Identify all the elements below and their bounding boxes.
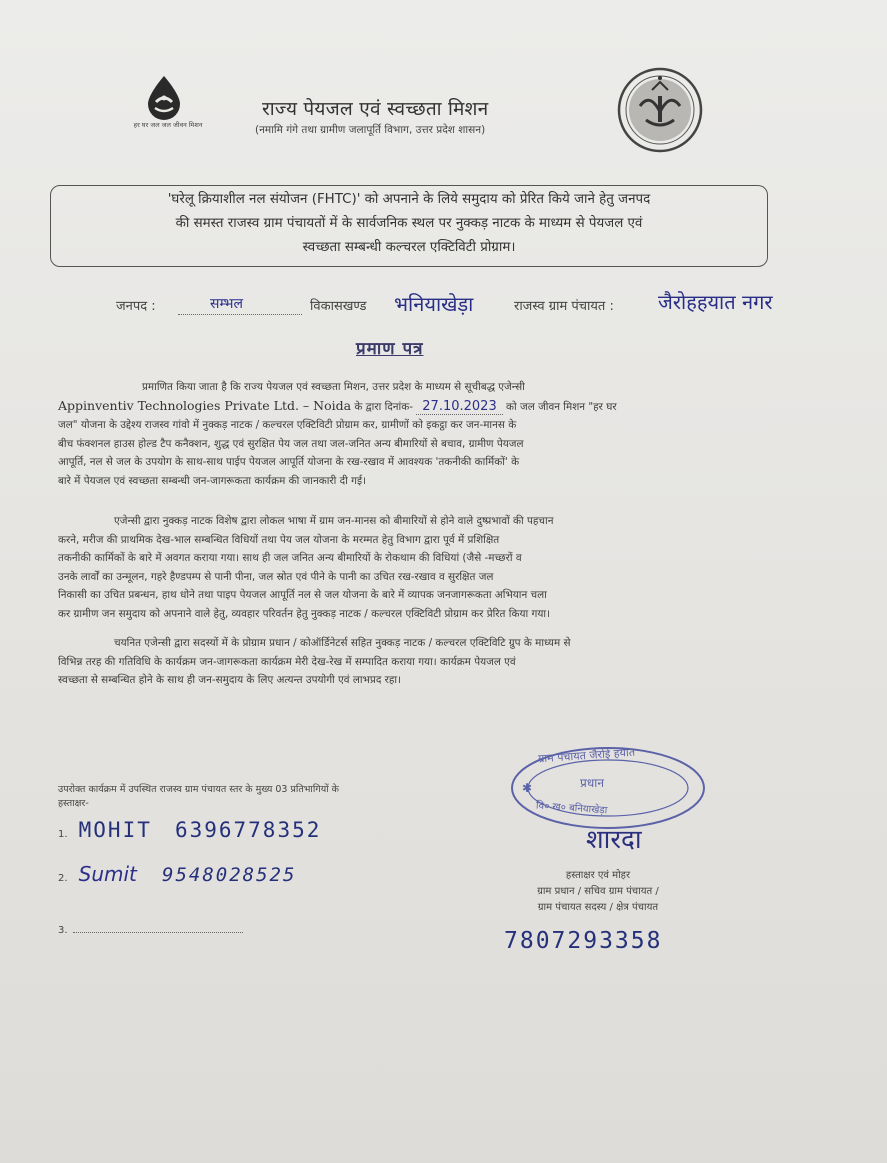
- block-value: भनियाखेड़ा: [394, 292, 474, 316]
- program-description-box: [50, 185, 768, 267]
- attendees-intro: [58, 783, 458, 811]
- attendee-number: 2.: [58, 873, 68, 884]
- district-value: सम्भल: [210, 296, 243, 312]
- para2-line-1: एजेन्सी द्वारा नुक्कड़ नाटक विशेष द्वारा लोकल भाषा में ग्राम जन-मानस को बीमारियों से होने वाले दुष्प्रभावों की पहचान: [114, 515, 554, 527]
- para3-line-2: विभिन्न तरह की गतिविधि के कार्यक्रम जन-जागरूकता कार्यक्रम मेरी देख-रेख में सम्पादित कराया गया। कार्यक्रम पेयजल एवं: [58, 655, 516, 668]
- mission-title: राज्य पेयजल एवं स्वच्छता मिशन: [262, 98, 489, 120]
- program-line-1: 'घरेलू क्रियाशील नल संयोजन (FHTC)' को अपनाने के लिये समुदाय को प्रेरित किये जाने हेतु जनपद: [167, 192, 651, 207]
- program-line-2: की समस्त राजस्व ग्राम पंचायतों में के सार्वजनिक स्थल पर नुक्कड़ नाटक के माध्यम से पेयजल एवं: [175, 216, 643, 231]
- para2-line-3: तकनीकी कार्मिकों के बारे में अवगत कराया गया। साथ ही जल जनित अन्य बीमारियों के रोकथाम की विधियां (जैसे -मच्छरों व: [58, 552, 522, 564]
- para1-line-3: जल" योजना के उद्देश्य राजस्व गांवो में नुक्कड़ नाटक / कल्चरल एक्टिविटी प्रोग्राम कर, ग्रामीणों को इकट्ठा कर जन-मानस के: [58, 419, 517, 431]
- attendee-row: [58, 918, 248, 937]
- stamp-line-1: ग्राम पंचायत जैरोई हयात: [537, 745, 636, 766]
- stamp-line-2: प्रधान: [580, 776, 604, 790]
- para1-line-2-end: को जल जीवन मिशन "हर घर: [506, 400, 617, 413]
- jal-jeevan-mission-logo: [132, 74, 204, 152]
- para3-line-1: चयनित एजेन्सी द्वारा सदस्यों में के प्रोग्राम प्रधान / कोऑर्डिनेटर्स सहित नुक्कड़ नाटक / कल्चरल एक्टिविटि ग्रुप के माध्यम से: [114, 637, 571, 649]
- attendee-name: Sumit: [78, 862, 137, 886]
- para2-line-4: उनके लार्वों का उन्मूलन, गहरे हैण्डपम्प से पानी पीना, जल स्रोत एवं पीने के पानी का उचित रख-रखाव व सुरक्षित जल: [58, 570, 494, 583]
- para1-line-6: बारे में पेयजल एवं स्वच्छता सम्बन्धी जन-जागरूकता कार्यक्रम की जानकारी दी गई।: [58, 474, 367, 487]
- para1-line-4: बीच फंक्शनल हाउस होल्ड टैप कनैक्शन, शुद्ध एवं सुरक्षित पेय जल तथा जल-जनित अन्य बीमारियों से बचाव, ग्रामीण पेयजल: [58, 437, 524, 450]
- para3-line-3: स्वच्छता से सम्बन्धित होने के साथ ही जन-समुदाय के लिए अत्यन्त उपयोगी एवं लाभप्रद रहा।: [58, 674, 402, 686]
- paragraph-agency-activities: [58, 512, 760, 623]
- block-label: विकासखण्ड: [310, 299, 367, 314]
- signatory-label-3: ग्राम पंचायत सदस्य / क्षेत्र पंचायत: [537, 902, 659, 913]
- water-drop-icon: [142, 74, 186, 122]
- signatory-labels: [478, 868, 718, 916]
- paragraph-certification: [58, 378, 760, 490]
- para1-line-5: आपूर्ति, नल से जल के उपयोग के साथ-साथ पाईप पेयजल आपूर्ति योजना के रख-रखाव में आवश्यक 'तकनीकी कार्मिकों' के: [58, 456, 520, 468]
- attendee-blank-line: [73, 932, 243, 933]
- attendee-number: 3.: [58, 925, 68, 936]
- attendee-number: 1.: [58, 829, 68, 840]
- district-field: [178, 296, 302, 315]
- para1-line-2: [58, 397, 760, 417]
- panchayat-value: जैरोहहयात नगर: [658, 290, 773, 314]
- logo-tagline: हर घर जल जल जीवन मिशन: [133, 121, 203, 129]
- stamp-line-3: वि० ख० बनियाखेड़ा: [535, 800, 608, 817]
- certificate-heading: प्रमाण पत्र: [356, 339, 424, 359]
- para1-line-1: प्रमाणित किया जाता है कि राज्य पेयजल एवं स्वच्छता मिशन, उत्तर प्रदेश के माध्यम से सूचीबद्ध एजेन्सी: [142, 381, 525, 393]
- signature: शारदा: [586, 825, 642, 855]
- program-line-3: स्वच्छता सम्बन्धी कल्चरल एक्टिविटी प्रोग्राम।: [302, 240, 516, 255]
- para2-line-2: करने, मरीज की प्राथमिक देख-भाल सम्बन्धित विधियों तथा पेय जल योजना के मरम्मत हेतु विभाग द्वारा पूर्व में प्रशिक्षित: [58, 533, 500, 546]
- attendee-phone: 6396778352: [174, 818, 322, 842]
- signatory-label-1: हस्ताक्षर एवं मोहर: [565, 870, 631, 881]
- attendees-intro-line-1: उपरोक्त कार्यक्रम में उपस्थित राजस्व ग्राम पंचायत स्तर के मुख्य 03 प्रतिभागियों के: [58, 784, 339, 795]
- attendee-phone: 9548028525: [162, 864, 297, 886]
- panchayat-label: राजस्व ग्राम पंचायत :: [514, 299, 614, 314]
- attendees-intro-line-2: हस्ताक्षर-: [58, 798, 89, 809]
- agency-name: Appinventiv Technologies Private Ltd. – Noida: [58, 397, 352, 413]
- signatory-phone: 7807293358: [504, 928, 663, 954]
- attendee-row: [58, 862, 388, 886]
- para2-line-5: निकासी का उचित प्रबन्धन, हाथ धोने तथा पाइप पेयजल आपूर्ति नल से जल योजना के बारे में व्यापक जनजागरूकता अभियान चला: [58, 589, 547, 601]
- paragraph-selected-agency: [58, 634, 760, 690]
- up-emblem-seal-icon: [616, 66, 704, 154]
- para2-line-6: कर ग्रामीण जन समुदाय को अपनाने वाले हेतु, व्यवहार परिवर्तन हेतु नुक्कड़ नाटक / कल्चरल एक्टिविटी प्रोग्राम कर प्रेरित किया गया।: [58, 607, 550, 620]
- signatory-label-2: ग्राम प्रधान / सचिव ग्राम पंचायत /: [537, 886, 659, 897]
- date-label: के द्वारा दिनांक-: [354, 400, 413, 413]
- mission-subtitle: (नमामि गंगे तथा ग्रामीण जलापूर्ति विभाग, उत्तर प्रदेश शासन): [255, 124, 486, 136]
- district-label: जनपद :: [116, 299, 156, 314]
- program-date: 27.10.2023: [416, 399, 502, 415]
- attendee-name: MOHIT: [78, 818, 152, 842]
- attendee-row: [58, 818, 388, 842]
- svg-text:✱: ✱: [522, 781, 533, 795]
